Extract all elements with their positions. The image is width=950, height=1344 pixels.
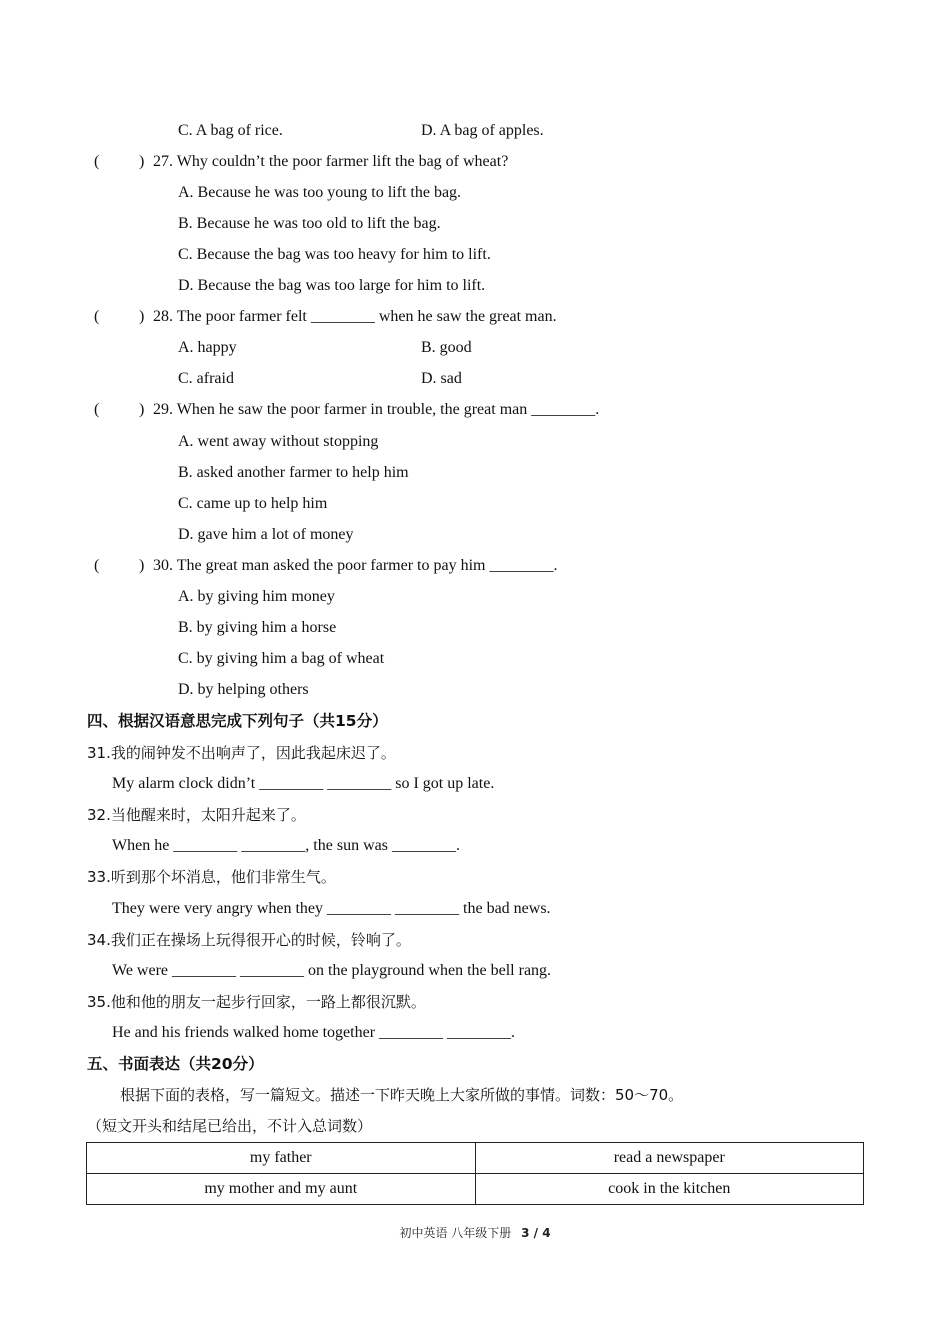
q35-english: He and his friends walked home together ________ ________. bbox=[112, 1024, 516, 1041]
q30-option-b: B. by giving him a horse bbox=[178, 619, 337, 636]
footer-label: 初中英语 八年级下册 bbox=[399, 1226, 512, 1240]
q34-english: We were ________ ________ on the playground when the bell rang. bbox=[112, 962, 552, 979]
answer-bracket-close: ) bbox=[139, 557, 145, 574]
q30-option-a: A. by giving him money bbox=[178, 588, 335, 605]
q28-option-c: C. afraid bbox=[178, 370, 234, 387]
q33-chinese: 33.听到那个坏消息，他们非常生气。 bbox=[87, 868, 336, 886]
table-cell: read a newspaper bbox=[475, 1143, 864, 1174]
q30-option-d: D. by helping others bbox=[178, 681, 309, 698]
q32-english: When he ________ ________, the sun was ________. bbox=[112, 837, 460, 854]
table-cell: my mother and my aunt bbox=[87, 1174, 476, 1205]
table-row bbox=[87, 1174, 864, 1205]
answer-bracket-open: ( bbox=[94, 153, 100, 170]
section4-title: 四、根据汉语意思完成下列句子（共15分） bbox=[87, 712, 388, 730]
table-cell: cook in the kitchen bbox=[475, 1174, 864, 1205]
writing-prompt-table bbox=[86, 1142, 864, 1205]
answer-bracket-close: ) bbox=[139, 401, 145, 418]
q29-option-a: A. went away without stopping bbox=[178, 433, 379, 450]
answer-bracket-open: ( bbox=[94, 557, 100, 574]
q29-option-c: C. came up to help him bbox=[178, 495, 328, 512]
q27-option-c: C. Because the bag was too heavy for him to lift. bbox=[178, 246, 491, 263]
q33-english: They were very angry when they ________ ________ the bad news. bbox=[112, 900, 551, 917]
q27-option-a: A. Because he was too young to lift the bag. bbox=[178, 184, 462, 201]
table-row bbox=[87, 1143, 864, 1174]
section5-title: 五、书面表达（共20分） bbox=[87, 1055, 264, 1073]
q30-option-c: C. by giving him a bag of wheat bbox=[178, 650, 385, 667]
q27-option-d: D. Because the bag was too large for him to lift. bbox=[178, 277, 486, 294]
q31-chinese: 31.我的闹钟发不出响声了，因此我起床迟了。 bbox=[87, 744, 396, 762]
q27-stem: 27. Why couldn’t the poor farmer lift the bag of wheat? bbox=[153, 153, 509, 170]
answer-bracket-close: ) bbox=[139, 308, 145, 325]
answer-bracket-close: ) bbox=[139, 153, 145, 170]
q28-option-a: A. happy bbox=[178, 339, 237, 356]
answer-bracket-open: ( bbox=[94, 401, 100, 418]
table-cell: my father bbox=[87, 1143, 476, 1174]
q30-stem: 30. The great man asked the poor farmer to pay him ________. bbox=[153, 557, 558, 574]
q31-english: My alarm clock didn’t ________ ________ so I got up late. bbox=[112, 775, 495, 792]
writing-instruction: 根据下面的表格，写一篇短文。描述一下昨天晚上大家所做的事情。词数：50～70。 bbox=[120, 1086, 684, 1104]
answer-bracket-open: ( bbox=[94, 308, 100, 325]
q28-stem: 28. The poor farmer felt ________ when he saw the great man. bbox=[153, 308, 557, 325]
q29-stem: 29. When he saw the poor farmer in trouble, the great man ________. bbox=[153, 401, 600, 418]
q34-chinese: 34.我们正在操场上玩得很开心的时候，铃响了。 bbox=[87, 931, 411, 949]
q26-option-d: D. A bag of apples. bbox=[421, 122, 544, 139]
q29-option-b: B. asked another farmer to help him bbox=[178, 464, 409, 481]
q28-option-b: B. good bbox=[421, 339, 472, 356]
q27-option-b: B. Because he was too old to lift the bag. bbox=[178, 215, 441, 232]
q32-chinese: 32.当他醒来时，太阳升起来了。 bbox=[87, 806, 306, 824]
q35-chinese: 35.他和他的朋友一起步行回家，一路上都很沉默。 bbox=[87, 993, 426, 1011]
q28-option-d: D. sad bbox=[421, 370, 462, 387]
page-number: 3 / 4 bbox=[521, 1226, 551, 1240]
q29-option-d: D. gave him a lot of money bbox=[178, 526, 354, 543]
writing-note: （短文开头和结尾已给出，不计入总词数） bbox=[87, 1117, 373, 1135]
q26-option-c: C. A bag of rice. bbox=[178, 122, 283, 139]
page-footer bbox=[0, 1224, 950, 1241]
